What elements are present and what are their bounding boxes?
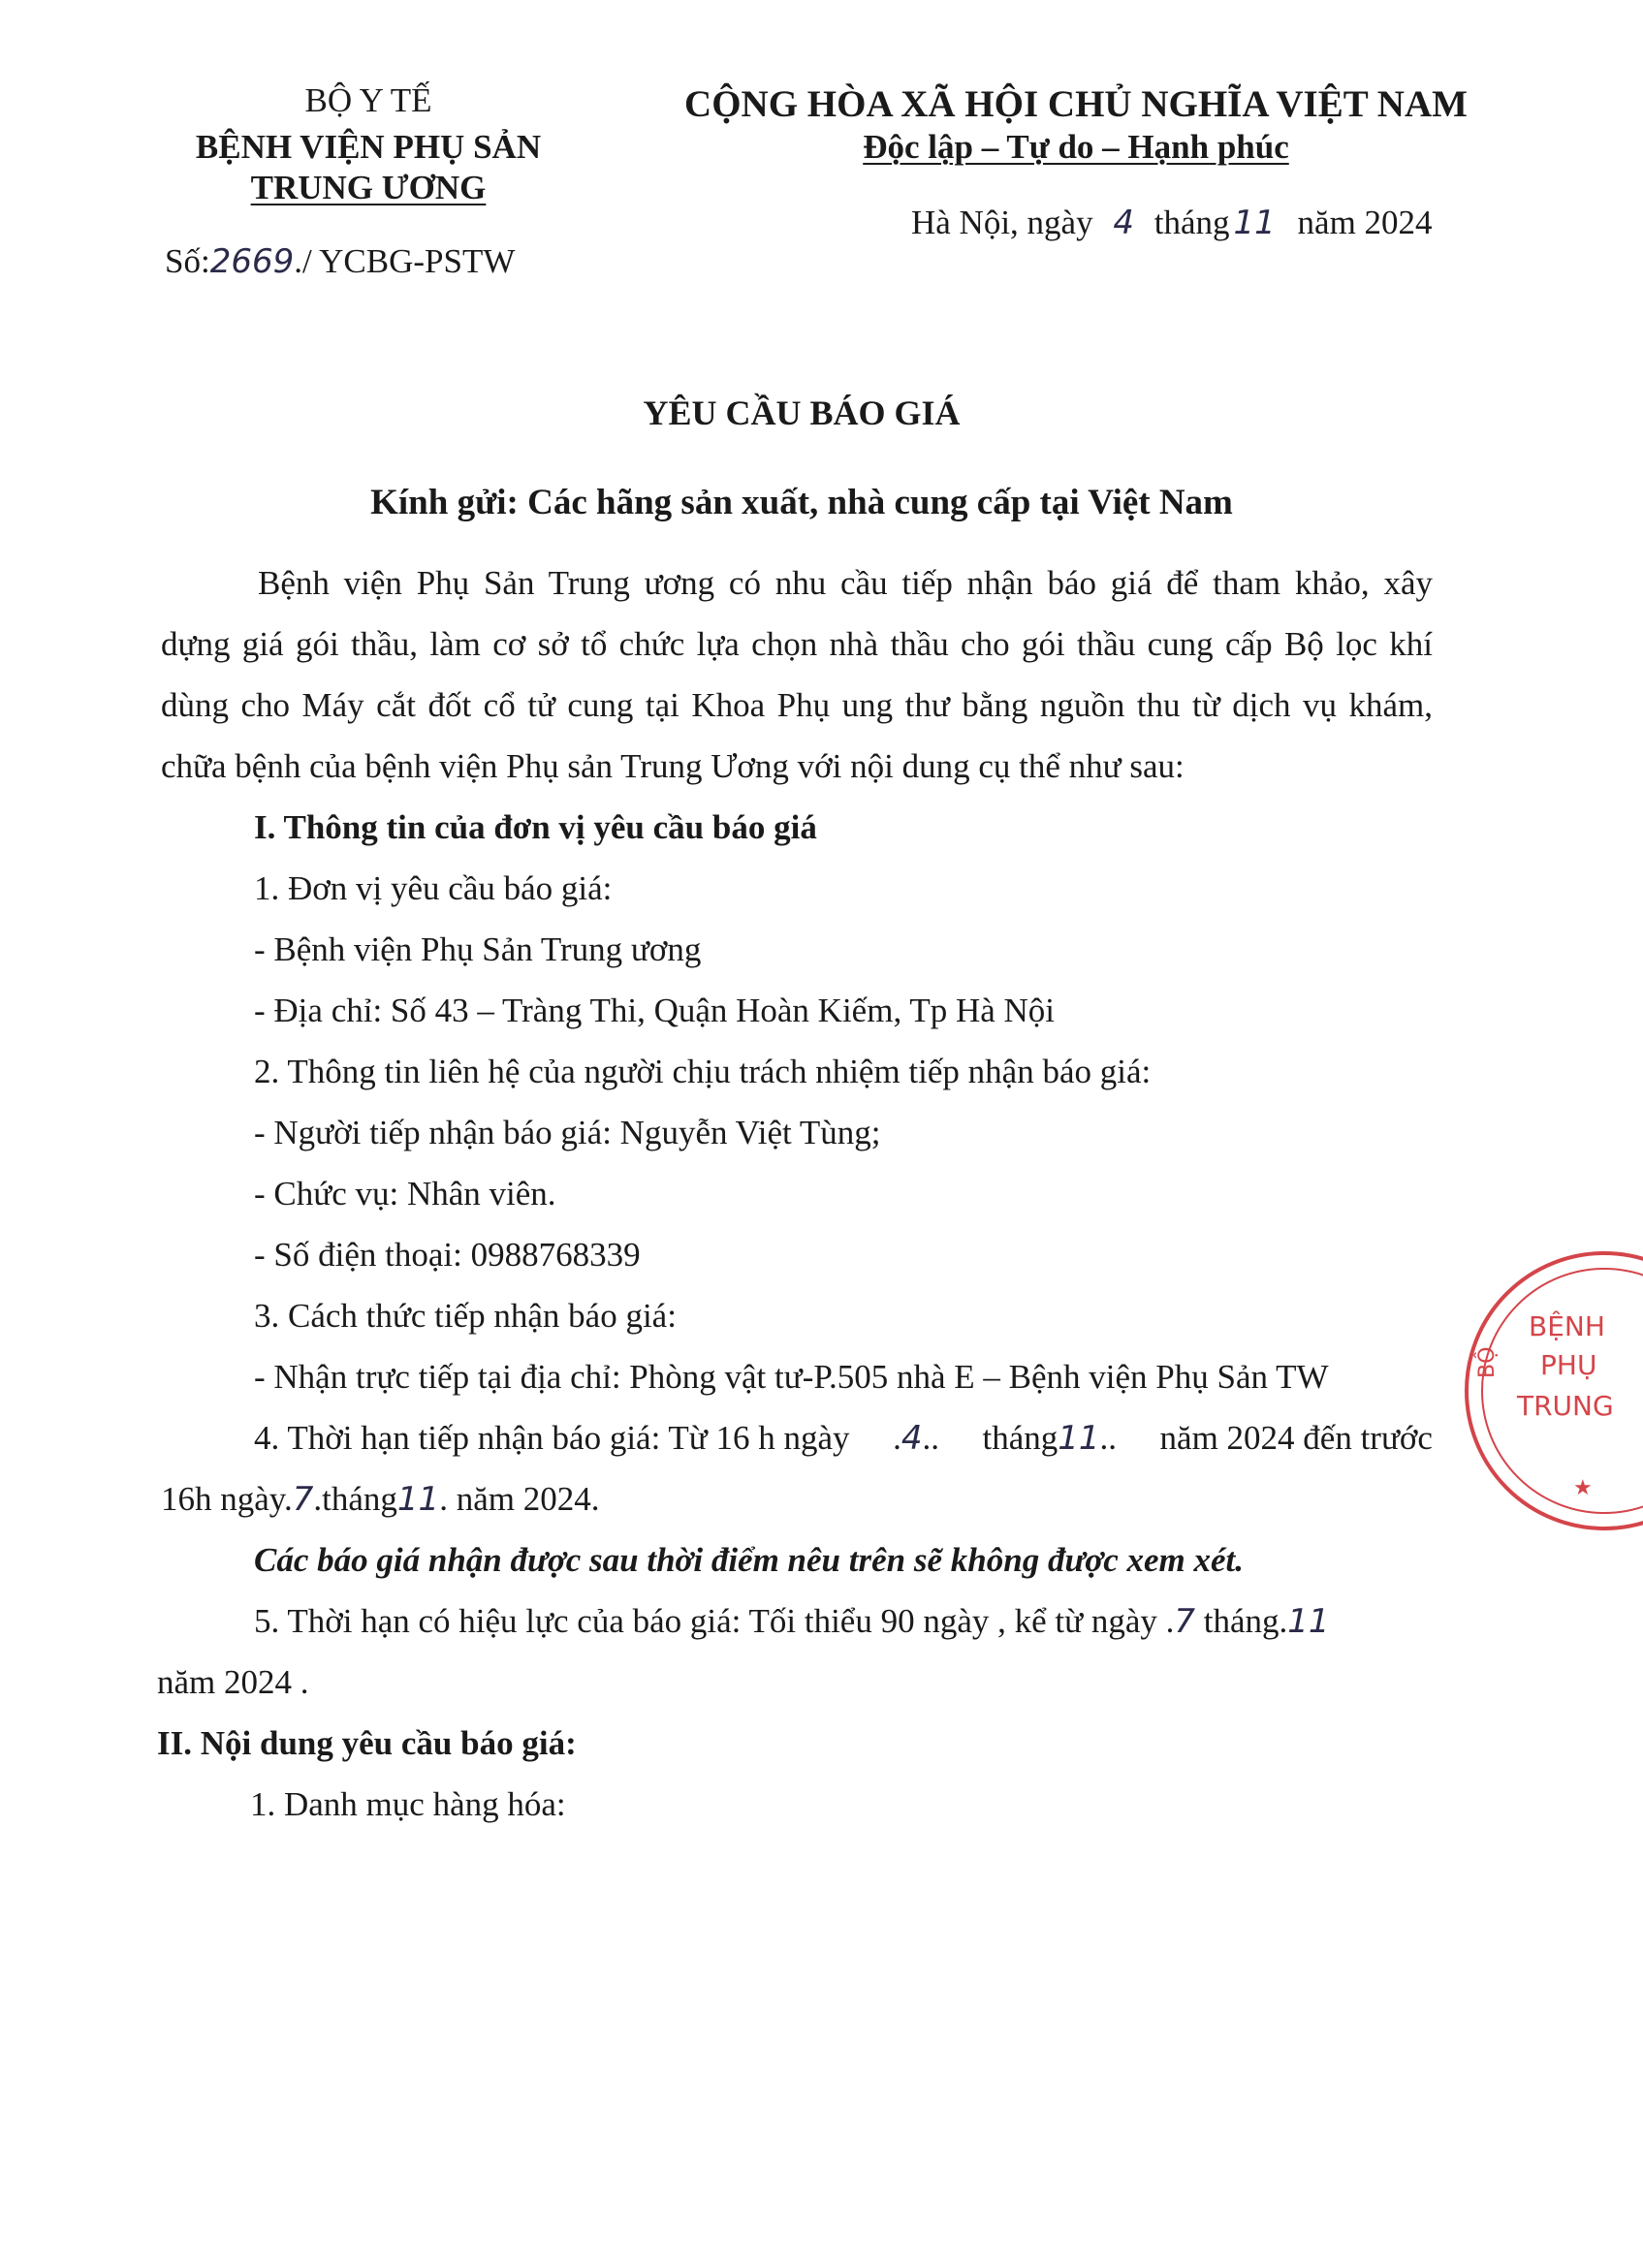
section-1-item-3: 3. Cách thức tiếp nhận báo giá: xyxy=(254,1297,677,1335)
item-4-day-handwritten: 4 xyxy=(900,1419,923,1458)
section-1-item-4-line-1 xyxy=(254,1417,1433,1460)
item-4-line-2-text-1: 16h ngày. xyxy=(161,1480,293,1518)
item-5-month-handwritten: 11 xyxy=(1287,1602,1330,1641)
item-5-day-handwritten: 7 xyxy=(1174,1602,1196,1641)
section-1-item-2-receiver: - Người tiếp nhận báo giá: Nguyễn Việt Tùng; xyxy=(254,1114,881,1151)
document-number-suffix: ./ YCBG-PSTW xyxy=(294,242,516,280)
item-4-text-3: năm 2024 đến trước xyxy=(1159,1419,1433,1457)
section-1-item-2-position: - Chức vụ: Nhân viên. xyxy=(254,1175,556,1213)
stamp-text-line2: PHỤ xyxy=(1540,1349,1597,1381)
section-1-item-1-unit: - Bệnh viện Phụ Sản Trung ương xyxy=(254,930,702,968)
document-number-handwritten: 2669 xyxy=(209,242,295,281)
stamp-text-line1: BỆNH xyxy=(1529,1310,1605,1342)
section-1-item-2-phone: - Số điện thoại: 0988768339 xyxy=(254,1236,641,1274)
section-1-item-1-address: - Địa chỉ: Số 43 – Tràng Thi, Quận Hoàn Kiếm, Tp Hà Nội xyxy=(254,992,1056,1029)
national-motto xyxy=(640,126,1512,169)
item-4-month-group: tháng11.. xyxy=(982,1419,1118,1458)
section-1-item-4-line-2 xyxy=(161,1478,599,1521)
section-1-item-2: 2. Thông tin liên hệ của người chịu trách nhiệm tiếp nhận báo giá: xyxy=(254,1053,1152,1090)
item-4-line-2-text-2: .tháng xyxy=(313,1480,397,1518)
late-quote-notice: Các báo giá nhận được sau thời điểm nêu trên sẽ không được xem xét. xyxy=(254,1541,1244,1579)
national-motto-text: Độc lập – Tự do – Hạnh phúc xyxy=(863,128,1289,166)
section-1-item-1: 1. Đơn vị yêu cầu báo giá: xyxy=(254,869,613,907)
intro-line-3: dùng cho Máy cắt đốt cổ tử cung tại Khoa Phụ ung thư bằng nguồn thu từ dịch vụ khám, xyxy=(161,686,1433,724)
recipient-line: Kính gửi: Các hãng sản xuất, nhà cung cấp tại Việt Nam xyxy=(370,483,1233,522)
item-4-month-handwritten: 11 xyxy=(1058,1419,1100,1458)
hospital-name-line2-text: TRUNG ƯƠNG xyxy=(250,169,487,206)
item-4-line-2-day-handwritten: 7 xyxy=(292,1480,314,1519)
country-name: CỘNG HÒA XÃ HỘI CHỦ NGHĨA VIỆT NAM xyxy=(684,83,1468,125)
item-5-text-1: 5. Thời hạn có hiệu lực của báo giá: Tối thiểu 90 ngày , kể từ ngày . xyxy=(254,1602,1175,1640)
item-4-text-1: 4. Thời hạn tiếp nhận báo giá: Từ 16 h ngày xyxy=(254,1419,850,1457)
section-1-item-5-line-2: năm 2024 . xyxy=(157,1663,309,1701)
hospital-name-line1: BỆNH VIỆN PHỤ SẢN xyxy=(195,128,542,166)
section-1-item-3-method: - Nhận trực tiếp tại địa chỉ: Phòng vật tư-P.505 nhà E – Bệnh viện Phụ Sản TW xyxy=(254,1358,1329,1396)
section-1-item-5-line-1 xyxy=(254,1600,1330,1643)
intro-line-4: chữa bệnh của bệnh viện Phụ sản Trung Ương với nội dung cụ thể như sau: xyxy=(161,747,1185,785)
stamp-star: ★ xyxy=(1573,1476,1593,1500)
hospital-stamp xyxy=(1459,1250,1643,1531)
stamp-text-line3: TRUNG xyxy=(1517,1390,1614,1422)
stamp-text-side: BỘ xyxy=(1475,1346,1500,1378)
section-1-heading: I. Thông tin của đơn vị yêu cầu báo giá xyxy=(254,808,817,846)
date-prefix: Hà Nội, ngày xyxy=(911,204,1093,241)
item-4-day-group: .4.. xyxy=(893,1419,939,1458)
item-4-text-2: tháng xyxy=(982,1419,1058,1457)
date-month-handwritten: 11 xyxy=(1233,204,1276,242)
item-5-text-2: tháng. xyxy=(1195,1602,1288,1640)
date-year: năm 2024 xyxy=(1297,204,1433,241)
hospital-name-line2 xyxy=(174,167,562,209)
item-4-line-2-text-3: . năm 2024. xyxy=(439,1480,600,1518)
intro-line-2: dựng giá gói thầu, làm cơ sở tổ chức lựa chọn nhà thầu cho gói thầu cung cấp Bộ lọc khí xyxy=(161,625,1433,663)
issue-date xyxy=(911,202,1433,244)
section-2-heading: II. Nội dung yêu cầu báo giá: xyxy=(157,1724,577,1762)
intro-line-1: Bệnh viện Phụ Sản Trung ương có nhu cầu tiếp nhận báo giá để tham khảo, xây xyxy=(258,564,1433,602)
date-day-handwritten: 4 xyxy=(1113,204,1134,242)
ministry: BỘ Y TẾ xyxy=(304,81,432,119)
date-month-label: tháng xyxy=(1153,204,1230,241)
document-title: YÊU CẦU BÁO GIÁ xyxy=(643,394,961,432)
document-number-prefix: Số: xyxy=(165,242,210,280)
document-number xyxy=(165,240,515,283)
item-4-line-2-month-handwritten: 11 xyxy=(396,1480,440,1519)
section-2-item-1: 1. Danh mục hàng hóa: xyxy=(250,1785,566,1823)
